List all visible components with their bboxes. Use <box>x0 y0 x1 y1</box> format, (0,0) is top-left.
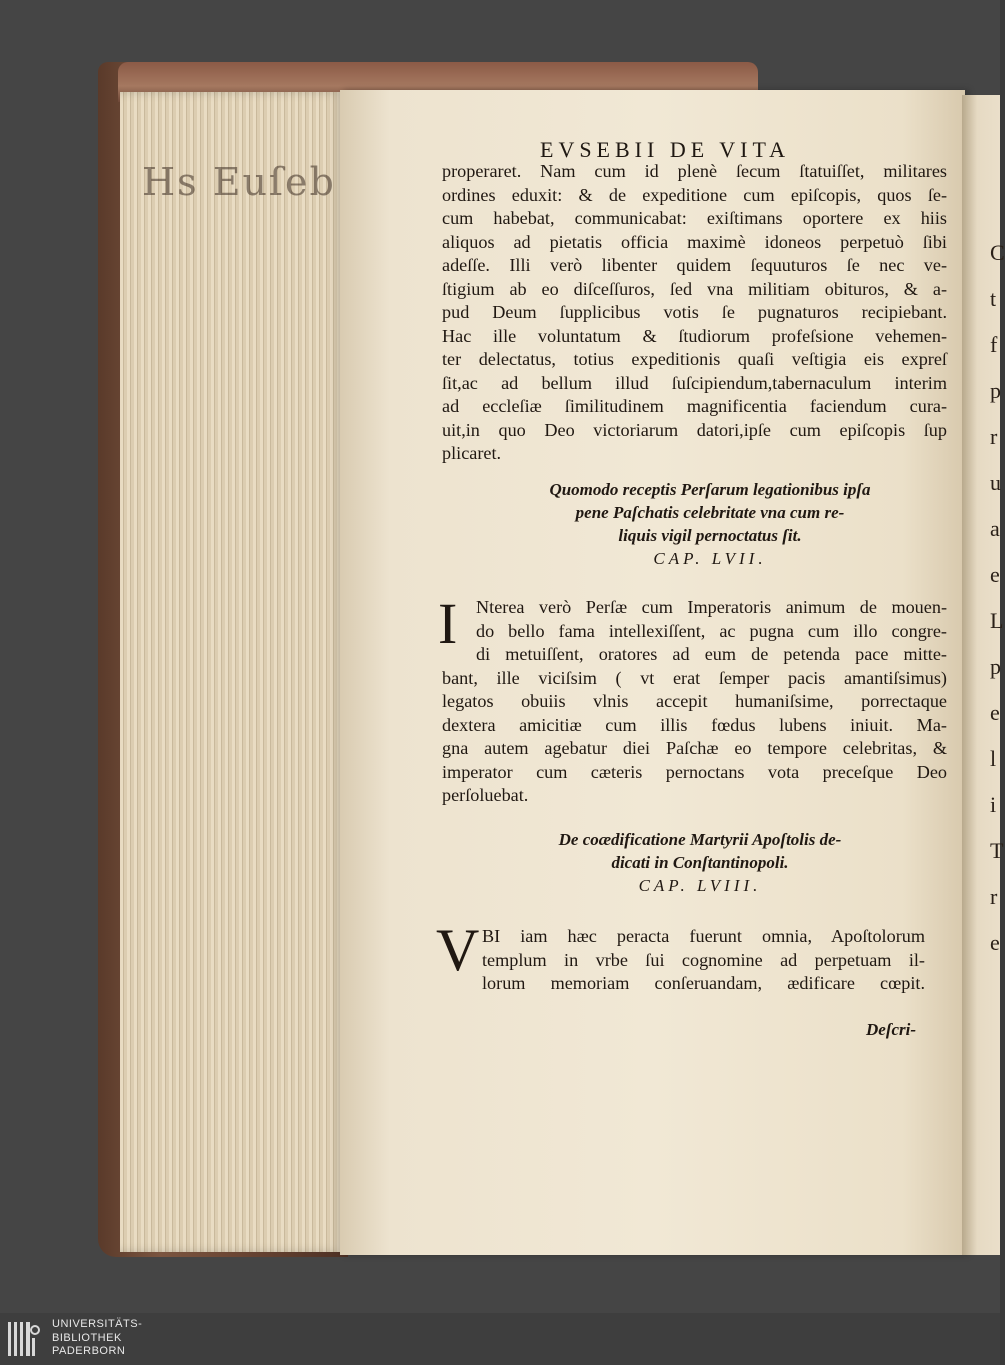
heading-line: dicati in Conſtantinopoli. <box>611 853 789 872</box>
text-line: pud Deum ſupplicibus votis ſe pugnaturos recipiebant. <box>442 302 947 322</box>
text-line: properaret. Nam cum id plenè ſecum ſtatuiſſet, militares <box>442 161 947 181</box>
next-page-letter: e <box>990 700 1000 725</box>
text-line: aliquos ad pietatis officia maximè idoneos perpetuò ſibi <box>442 231 947 252</box>
text-line: ſtigium ab eo diſceſſuros, ſed vna militiam obituros, & a- <box>442 278 947 299</box>
text-line: ſit,ac ad bellum illud ſuſcipiendum,tabernaculum interim <box>442 372 947 393</box>
page-edges <box>120 92 345 1252</box>
next-page-letter: C <box>990 240 1005 265</box>
text-line: ordines eduxit: & de expeditione cum epiſcopis, quos ſe- <box>442 184 947 205</box>
paragraph-2 <box>442 597 947 809</box>
text-line: dextera amicitiæ cum illis fœdus lubens iniuit. Ma- <box>442 714 947 735</box>
next-page-letter: l <box>990 746 997 771</box>
text-line: do bello fama intellexiſſent, ac pugna cum illo congre- <box>476 620 947 641</box>
footer-bar <box>0 1313 1000 1365</box>
text-line: Nterea verò Perſæ cum Imperatoris animum de mouen- <box>476 597 947 617</box>
next-page-letter: t <box>990 286 997 311</box>
drop-cap-initial: V <box>436 917 480 983</box>
paragraph-3 <box>482 926 925 997</box>
text-line: ter delectatus, totius expeditionis quaſi veſtigia eis expreſ <box>442 349 947 369</box>
chapter-heading-58 <box>490 830 910 899</box>
chapter-number: CAP. LVII. <box>653 549 767 568</box>
library-logo-icon <box>6 1318 42 1360</box>
next-page-letter: a <box>990 516 1000 541</box>
heading-line: pene Paſchatis celebritate vna cum re- <box>575 503 845 522</box>
text-line: plicaret. <box>442 443 502 463</box>
next-page-letter: T <box>990 838 1004 863</box>
edge-title: Hs Euſeb <box>142 160 336 204</box>
text-line: di metuiſſent, oratores ad eum de petenda pace mitte- <box>476 644 947 664</box>
text-line: perſoluebat. <box>442 785 529 805</box>
text-line: BI iam hæc peracta fuerunt omnia, Apoſtolorum <box>482 926 925 946</box>
text-line: legatos obuiis vlnis accepit humaniſsime, porrectaque <box>442 691 947 711</box>
library-name-line: BIBLIOTHEK <box>52 1331 122 1344</box>
next-page-letter: p <box>990 378 1001 403</box>
heading-line: Quomodo receptis Perſarum legationibus ipſa <box>549 480 871 499</box>
paragraph-1 <box>442 161 947 467</box>
drop-cap-initial: I <box>438 591 458 656</box>
next-page-letter: i <box>990 792 997 817</box>
library-name-line: UNIVERSITÄTS- <box>52 1318 143 1330</box>
text-line: adeſſe. Illi verò libenter quidem ſequuturos ſe nec ve- <box>442 255 947 275</box>
next-page-letter: e <box>990 562 1000 587</box>
text-line: ad eccleſiæ ſimilitudinem magnificentia faciendum cura- <box>442 396 947 416</box>
catchword: Deſcri- <box>866 1020 917 1039</box>
next-page-letter: p <box>990 654 1001 679</box>
text-line: bant, ille viciſsim ( vt erat ſemper pacis amantiſsimus) <box>442 667 947 688</box>
text-line: uit,in quo Deo victoriarum datori,ipſe cum epiſcopis ſup <box>442 419 947 440</box>
next-page-letter: L <box>990 608 1004 633</box>
heading-line: liquis vigil pernoctatus ſit. <box>618 526 802 545</box>
library-name-line: PADERBORN <box>52 1345 126 1357</box>
text-line: gna autem agebatur diei Paſchæ eo tempore celebritas, & <box>442 738 947 758</box>
chapter-heading-57 <box>500 480 920 572</box>
text-line: cum habebat, communicabat: exiſtimans oportere ex hiis <box>442 208 947 228</box>
running-head: EVSEBII DE VITA <box>540 137 791 162</box>
next-page-letter: r <box>990 424 998 449</box>
next-page-letter: e <box>990 930 1000 955</box>
text-line: lorum memoriam conſeruandam, ædificare cœpit. <box>482 973 925 993</box>
chapter-number: CAP. LVIII. <box>638 876 762 895</box>
text-line: imperator cum cæteris pernoctans vota preceſque Deo <box>442 761 947 782</box>
next-page-letter: r <box>990 884 998 909</box>
next-page-letter: u <box>990 470 1001 495</box>
text-line: Hac ille voluntatum & ſtudiorum profeſsione vehemen- <box>442 325 947 346</box>
next-page-letter: f <box>990 332 998 357</box>
heading-line: De coædificatione Martyrii Apoſtolis de- <box>558 830 842 849</box>
text-line: templum in vrbe ſui cognomine ad perpetuam il- <box>482 949 925 970</box>
library-name <box>52 1318 142 1359</box>
